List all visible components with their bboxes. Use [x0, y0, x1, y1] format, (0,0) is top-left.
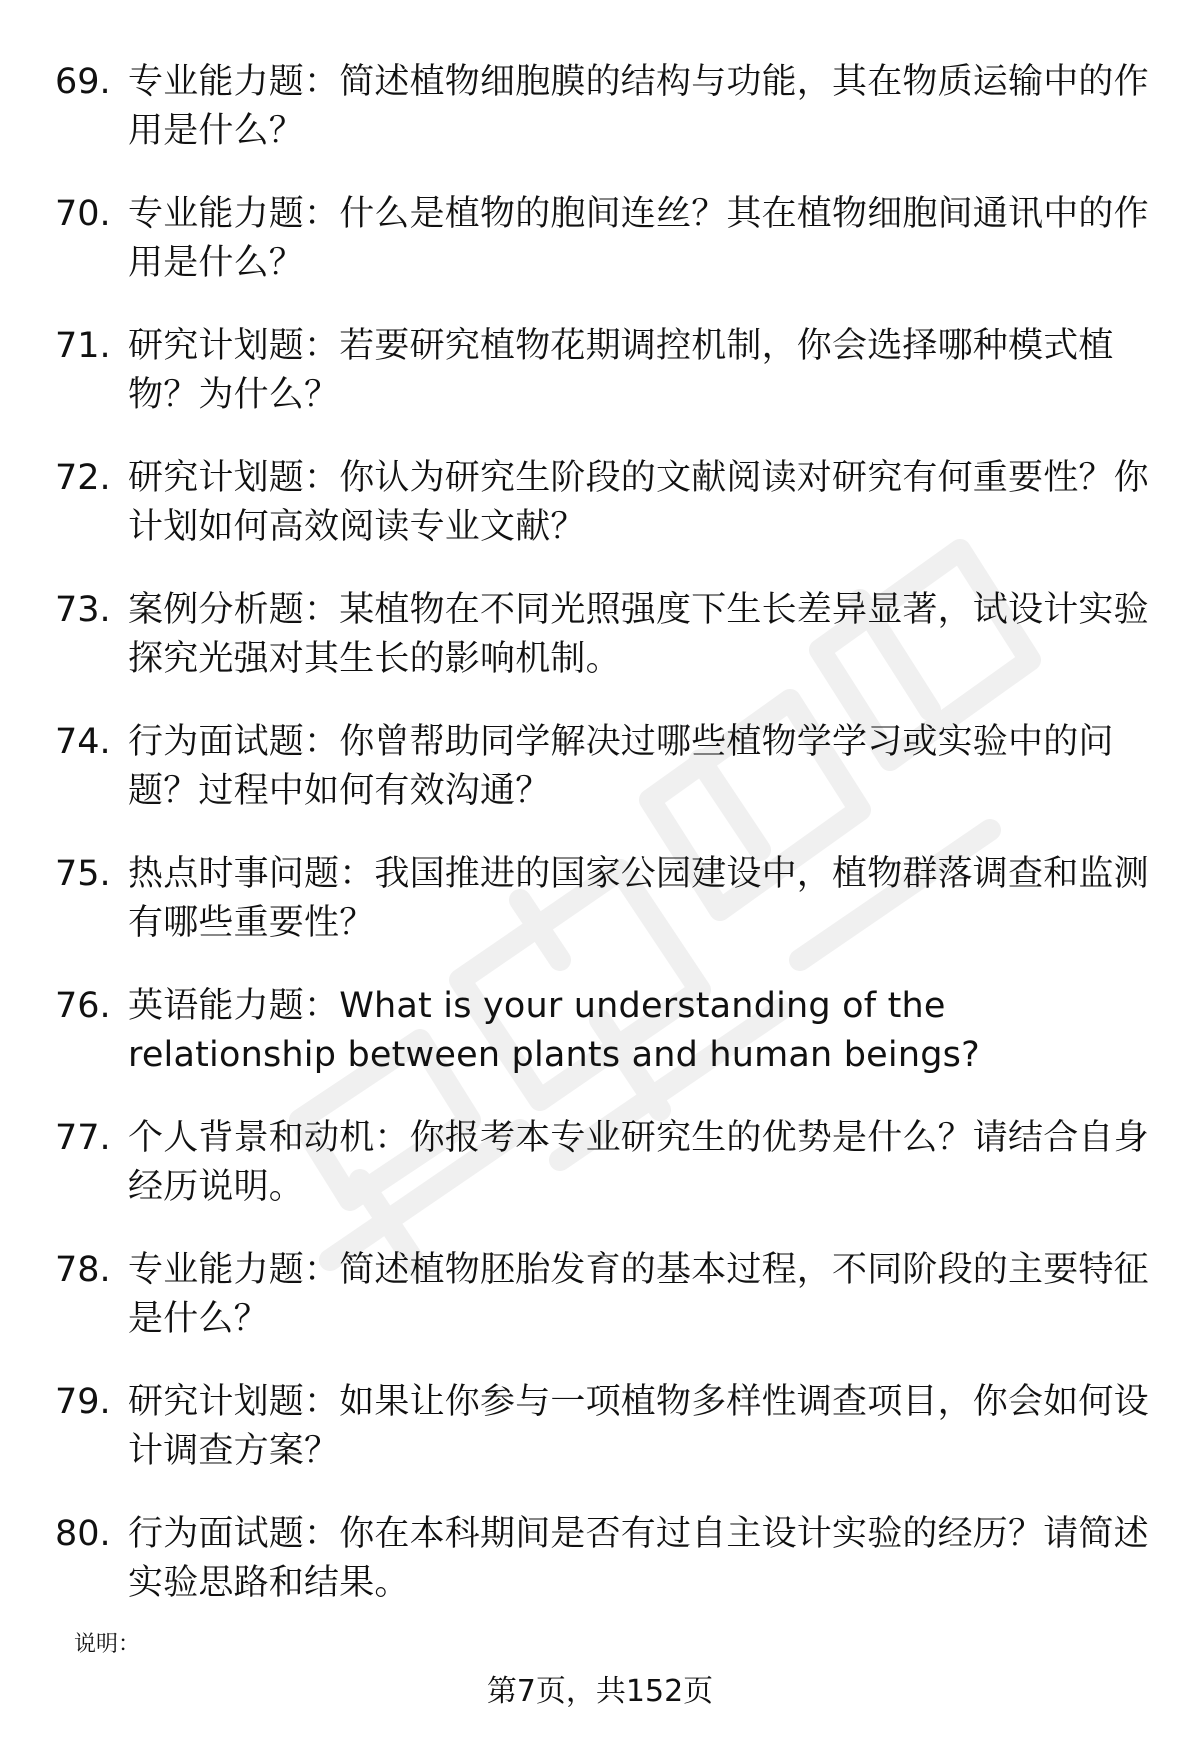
question-number: 79. — [55, 1382, 111, 1422]
question-number: 73. — [55, 590, 111, 630]
question-number: 77. — [55, 1118, 111, 1158]
question-text: 英语能力题：What is your understanding of the relationship between plants and human beings? — [128, 986, 980, 1075]
page-footer: 第7页，共152页 — [486, 1674, 714, 1709]
question-number: 74. — [55, 722, 111, 762]
list-item — [55, 982, 1165, 1114]
question-text: 行为面试题：你在本科期间是否有过自主设计实验的经历？请简述实验思路和结果。 — [128, 1514, 1149, 1603]
question-number: 75. — [55, 854, 111, 894]
question-text: 案例分析题：某植物在不同光照强度下生长差异显著，试设计实验探究光强对其生长的影响机制。 — [128, 590, 1149, 679]
list-item — [55, 322, 1165, 454]
question-number: 78. — [55, 1250, 111, 1290]
question-text: 热点时事问题：我国推进的国家公园建设中，植物群落调查和监测有哪些重要性？ — [128, 854, 1149, 943]
list-item — [55, 454, 1165, 586]
question-number: 80. — [55, 1514, 111, 1554]
question-text: 研究计划题：若要研究植物花期调控机制，你会选择哪种模式植物？为什么？ — [128, 326, 1114, 415]
list-item — [55, 58, 1165, 190]
question-text: 专业能力题：什么是植物的胞间连丝？其在植物细胞间通讯中的作用是什么？ — [128, 194, 1149, 283]
question-text: 行为面试题：你曾帮助同学解决过哪些植物学学习或实验中的问题？过程中如何有效沟通？ — [128, 722, 1114, 811]
question-text: 专业能力题：简述植物胚胎发育的基本过程，不同阶段的主要特征是什么？ — [128, 1250, 1149, 1339]
list-item — [55, 190, 1165, 322]
question-number: 71. — [55, 326, 111, 366]
list-item — [55, 1246, 1165, 1378]
question-list — [55, 58, 1165, 1642]
list-item — [55, 718, 1165, 850]
note-label: 说明： — [74, 1632, 141, 1657]
list-item — [55, 1114, 1165, 1246]
question-number: 72. — [55, 458, 111, 498]
question-number: 76. — [55, 986, 111, 1026]
list-item — [55, 850, 1165, 982]
question-number: 70. — [55, 194, 111, 234]
list-item — [55, 1510, 1165, 1642]
list-item — [55, 586, 1165, 718]
question-text: 专业能力题：简述植物细胞膜的结构与功能，其在物质运输中的作用是什么？ — [128, 62, 1149, 151]
list-item — [55, 1378, 1165, 1510]
question-text: 研究计划题：如果让你参与一项植物多样性调查项目，你会如何设计调查方案？ — [128, 1382, 1149, 1471]
question-number: 69. — [55, 62, 111, 102]
question-text: 个人背景和动机：你报考本专业研究生的优势是什么？请结合自身经历说明。 — [128, 1118, 1149, 1207]
question-text: 研究计划题：你认为研究生阶段的文献阅读对研究有何重要性？你计划如何高效阅读专业文献？ — [128, 458, 1149, 547]
